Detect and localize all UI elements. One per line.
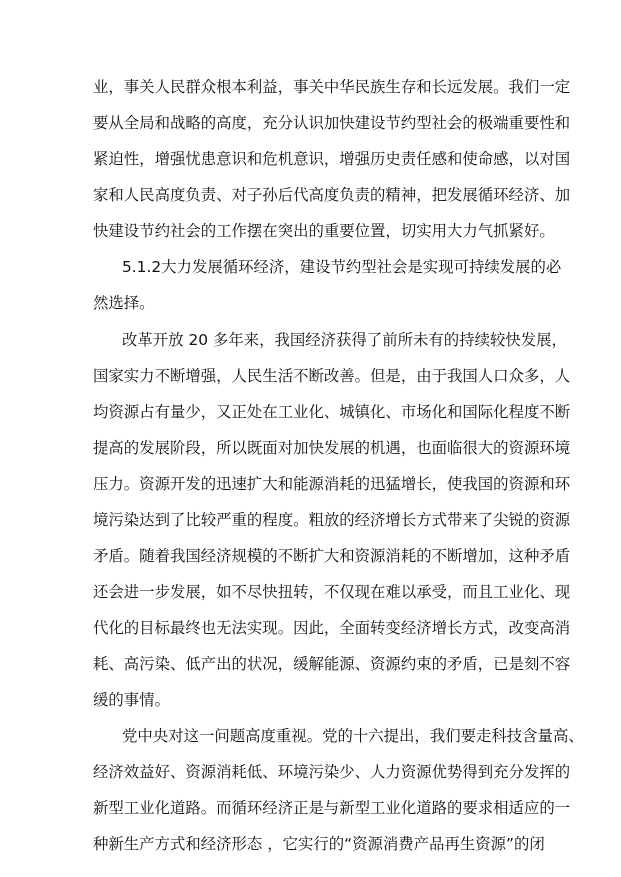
text-line: 家和人民高度负责、对子孙后代高度负责的精神，把发展循环经济、加 (93, 186, 571, 204)
text-line: 紧迫性，增强忧患意识和危机意识，增强历史责任感和使命感，以对国 (93, 150, 571, 168)
text-line: 耗、高污染、低产出的状况，缓解能源、资源约束的矛盾，已是刻不容 (93, 655, 571, 673)
text-line: 国家实力不断增强，人民生活不断改善。但是，由于我国人口众多，人 (93, 367, 571, 385)
section-heading-line: 然选择。 (93, 294, 155, 312)
text-line: 代化的目标最终也无法实现。因此，全面转变经济增长方式，改变高消 (93, 619, 571, 637)
text-line: 快建设节约社会的工作摆在突出的重要位置，切实用大力气抓紧好。 (93, 222, 555, 240)
text-line: 提高的发展阶段，所以既面对加快发展的机遇，也面临很大的资源环境 (93, 439, 571, 457)
text-line: 矛盾。随着我国经济规模的不断扩大和资源消耗的不断增加，这种矛盾 (93, 547, 571, 565)
text-line: 还会进一步发展，如不尽快扭转，不仅现在难以承受，而且工业化、现 (93, 583, 571, 601)
text-line: 业，事关人民群众根本利益，事关中华民族生存和长远发展。我们一定 (93, 78, 571, 96)
section-heading-line: 5.1.2大力发展循环经济，建设节约型社会是实现可持续发展的必 (122, 258, 562, 276)
text-line: 经济效益好、资源消耗低、环境污染少、人力资源优势得到充分发挥的 (93, 763, 571, 781)
text-line: 种新生产方式和经济形态 ，它实行的“资源消费产品再生资源”的闭 (93, 835, 545, 853)
text-line: 新型工业化道路。而循环经济正是与新型工业化道路的要求相适应的一 (93, 799, 571, 817)
text-line: 压力。资源开发的迅速扩大和能源消耗的迅猛增长，使我国的资源和环 (93, 475, 571, 493)
text-line: 要从全局和战略的高度，充分认识加快建设节约型社会的极端重要性和 (93, 114, 571, 132)
text-line: 缓的事情。 (93, 691, 170, 709)
text-line: 改革开放 20 多年来，我国经济获得了前所未有的持续较快发展， (122, 331, 567, 349)
text-line: 均资源占有量少，又正处在工业化、城镇化、市场化和国际化程度不断 (93, 403, 571, 421)
text-line: 党中央对这一问题高度重视。党的十六提出，我们要走科技含量高、 (122, 727, 584, 745)
text-line: 境污染达到了比较严重的程度。粗放的经济增长方式带来了尖锐的资源 (93, 511, 571, 529)
